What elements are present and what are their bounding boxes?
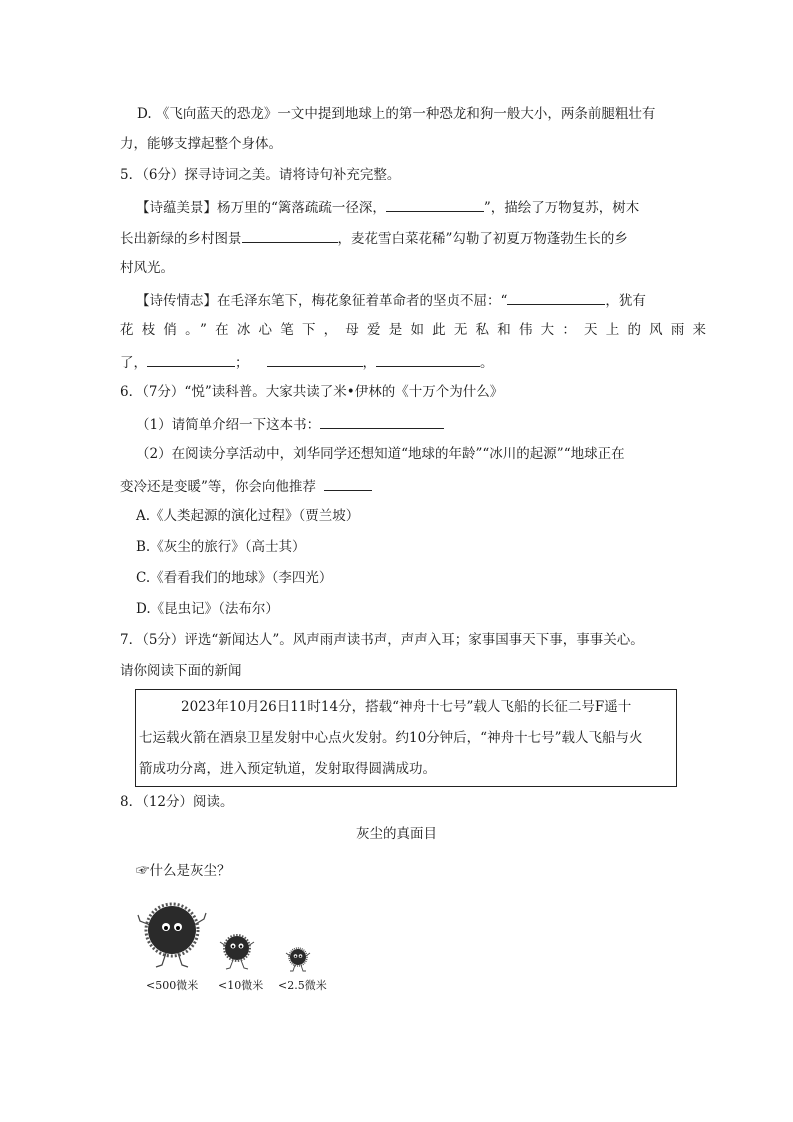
answer-blank[interactable]	[376, 352, 480, 367]
dust-caption-medium: <10微米	[218, 979, 264, 992]
q4-option-d-line1: D. 《飞向蓝天的恐龙》一文中提到地球上的第一种恐龙和狗一般大小，两条前腿粗壮有	[137, 106, 656, 122]
q8-stem: 8．（12分）阅读。	[120, 794, 234, 810]
answer-blank[interactable]	[324, 476, 372, 491]
q6-option-b: B.《灰尘的旅行》（高士其）	[136, 539, 306, 555]
dust-caption-large: <500微米	[146, 979, 199, 992]
q5-poem-scenery-line2: 长出新绿的乡村图景 ，麦花雪白菜花稀”勾勒了初夏万物蓬勃生长的乡	[120, 228, 628, 248]
q5-poem-emotion-line2: 花枝俏。”在冰心笔下，母爱是如此无私和伟大：天上的风雨来	[120, 322, 715, 338]
dust-small-illustration	[284, 943, 312, 973]
article-subhead: ☞什么是灰尘？	[136, 863, 231, 879]
q4-option-d-line2: 力，能够支撑起整个身体。	[120, 136, 282, 152]
q6-option-c: C.《看看我们的地球》（李四光）	[136, 570, 333, 586]
q6-sub2-line2: 变冷还是变暖”等，你会向他推荐	[120, 476, 372, 496]
news-line3: 箭成功分离，进入预定轨道，发射取得圆满成功。	[139, 761, 436, 777]
q6-option-a: A.《人类起源的演化过程》（贾兰坡）	[136, 508, 360, 524]
news-line2: 七运载火箭在酒泉卫星发射中心点火发射。约10分钟后，“神舟十七号”载人飞船与火	[139, 730, 643, 746]
q5-stem: 5．（6分）探寻诗词之美。请将诗句补充完整。	[120, 167, 401, 183]
article-title: 灰尘的真面目	[356, 826, 437, 842]
q7-stem-line2: 请你阅读下面的新闻	[120, 663, 242, 679]
q5-poem-emotion-line3: 了， ； ， 。	[120, 352, 494, 372]
q6-stem: 6．（7分）“悦”读科普。大家共读了米•伊林的《十万个为什么》	[120, 384, 504, 400]
answer-blank[interactable]	[320, 414, 444, 429]
dust-large-illustration	[136, 895, 208, 973]
dust-caption-small: <2.5微米	[278, 979, 327, 992]
q6-sub1: （1）请简单介绍一下这本书：	[136, 414, 444, 434]
dust-medium-illustration	[218, 928, 256, 972]
q6-sub2-line1: （2）在阅读分享活动中，刘华同学还想知道“地球的年龄”“冰川的起源”“地球正在	[136, 446, 625, 462]
q5-poem-scenery-line1: 【诗蕴美景】杨万里的“篱落疏疏一径深， ”，描绘了万物复苏，树木	[136, 197, 639, 217]
answer-blank[interactable]	[386, 197, 484, 212]
answer-blank[interactable]	[267, 352, 363, 367]
news-line1: 2023年10月26日11时14分，搭载“神舟十七号”载人飞船的长征二号F遥十	[181, 699, 632, 715]
answer-blank[interactable]	[242, 228, 338, 243]
q5-poem-scenery-line3: 村风光。	[120, 260, 174, 276]
answer-blank[interactable]	[147, 352, 235, 367]
q7-stem-line1: 7．（5分）评选“新闻达人”。风声雨声读书声，声声入耳；家事国事天下事，事事关心。	[120, 632, 644, 648]
q6-option-d: D.《昆虫记》（法布尔）	[136, 601, 279, 617]
answer-blank[interactable]	[507, 290, 605, 305]
q5-poem-emotion-line1: 【诗传情志】在毛泽东笔下，梅花象征着革命者的坚贞不屈：“ ，犹有	[136, 290, 646, 310]
